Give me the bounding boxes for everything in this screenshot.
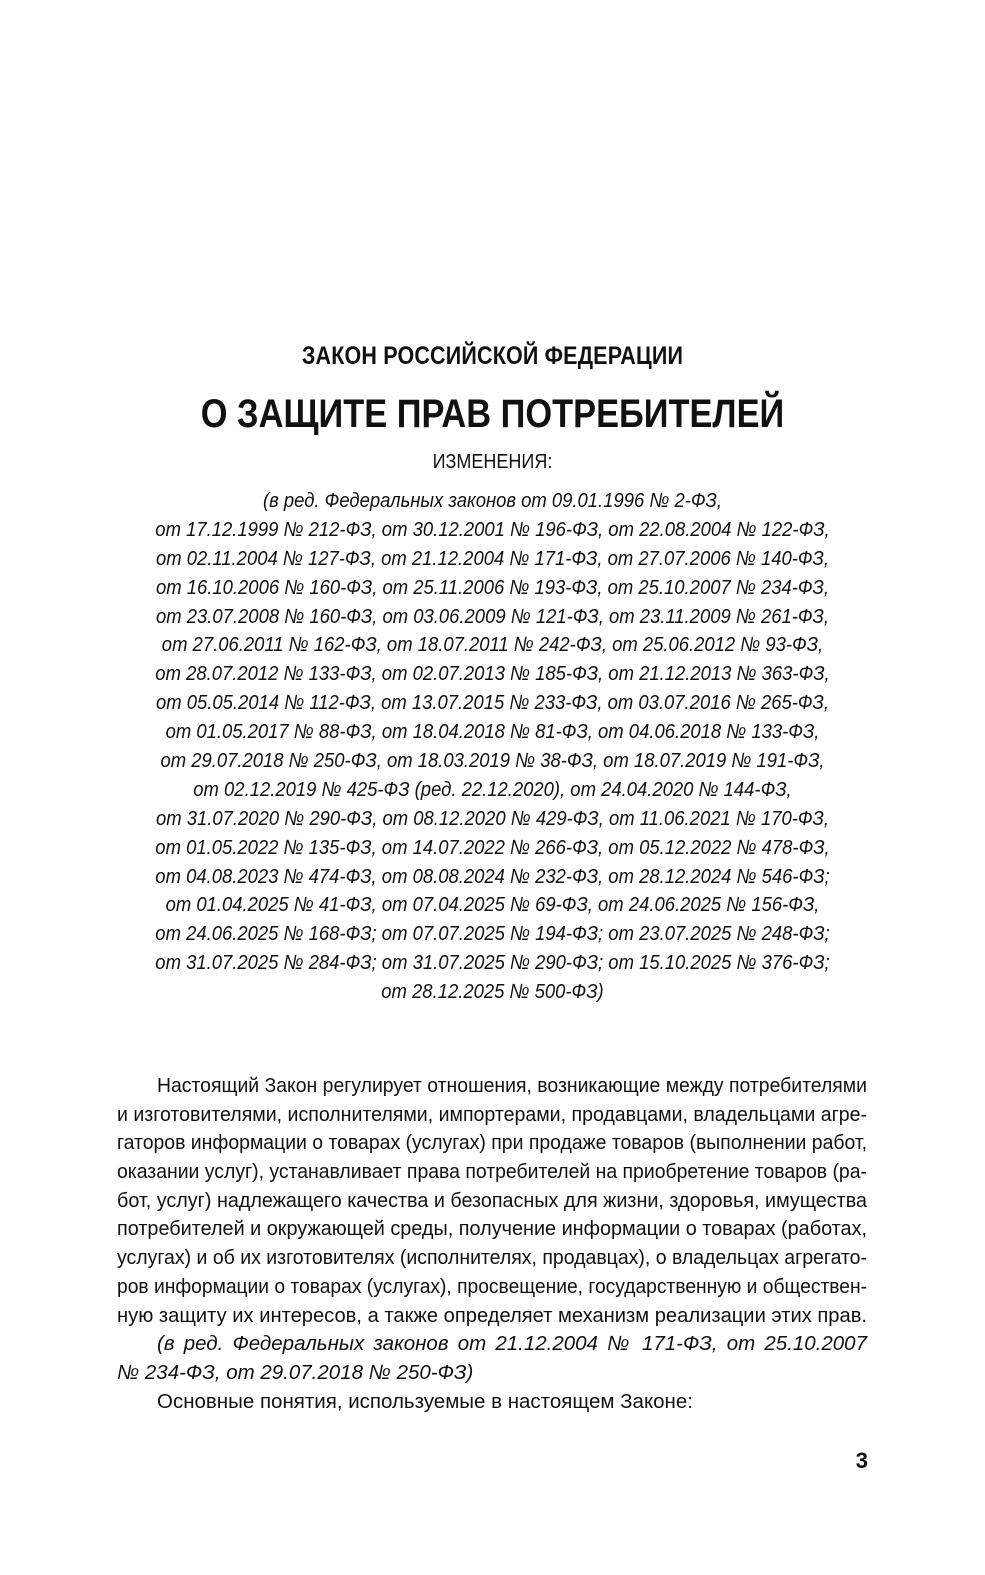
- amendment-line: от 31.07.2020 № 290-ФЗ, от 08.12.2020 № 429-ФЗ, от 11.06.2021 № 170-ФЗ,: [155, 806, 830, 830]
- amendment-line: от 02.11.2004 № 127-ФЗ, от 21.12.2004 № 171-ФЗ, от 27.07.2006 № 140-ФЗ,: [155, 546, 830, 570]
- paragraph-line: ров информации о товарах (услугах), просвещение, государственную и обществен-: [117, 1274, 867, 1298]
- amendment-line: от 02.12.2019 № 425-ФЗ (ред. 22.12.2020), от 24.04.2020 № 144-ФЗ,: [193, 777, 792, 801]
- amendment-line: от 31.07.2025 № 284-ФЗ; от 31.07.2025 № 290-ФЗ; от 15.10.2025 № 376-ФЗ;: [155, 951, 830, 975]
- paragraph-line: и изготовителями, исполнителями, импортерами, продавцами, владельцами агре-: [117, 1102, 867, 1126]
- amendment-line: от 01.04.2025 № 41-ФЗ, от 07.04.2025 № 69-ФЗ, от 24.06.2025 № 156-ФЗ,: [165, 893, 820, 917]
- amendment-line: от 04.08.2023 № 474-ФЗ, от 08.08.2024 № 232-ФЗ, от 28.12.2024 № 546-ФЗ;: [155, 864, 830, 888]
- amendment-note-line: № 234-ФЗ, от 29.07.2018 № 250-ФЗ): [117, 1360, 474, 1384]
- amendment-line: от 16.10.2006 № 160-ФЗ, от 25.11.2006 № 193-ФЗ, от 25.10.2007 № 234-ФЗ,: [155, 575, 830, 599]
- amendment-line: от 28.12.2025 № 500-ФЗ): [381, 980, 604, 1004]
- amendment-line: от 24.06.2025 № 168-ФЗ; от 07.07.2025 № 194-ФЗ; от 23.07.2025 № 248-ФЗ;: [155, 922, 830, 946]
- law-title: О ЗАЩИТЕ ПРАВ ПОТРЕБИТЕЛЕЙ: [200, 392, 785, 436]
- paragraph-line: бот, услуг) надлежащего качества и безопасных для жизни, здоровья, имущества: [117, 1188, 867, 1212]
- amendment-line: от 01.05.2017 № 88-ФЗ, от 18.04.2018 № 81-ФЗ, от 04.06.2018 № 133-ФЗ,: [165, 720, 820, 744]
- amendment-line: от 27.06.2011 № 162-ФЗ, от 18.07.2011 № 242-ФЗ, от 25.06.2012 № 93-ФЗ,: [161, 633, 824, 657]
- paragraph-line: Основные понятия, используемые в настоящем Законе:: [157, 1389, 693, 1413]
- amendment-line: (в ред. Федеральных законов от 09.01.1996 № 2-ФЗ,: [263, 489, 722, 512]
- page-number: 3: [855, 1448, 868, 1473]
- amendment-line: от 01.05.2022 № 135-ФЗ, от 14.07.2022 № 266-ФЗ, от 05.12.2022 № 478-ФЗ,: [155, 835, 830, 859]
- paragraph-line: гаторов информации о товарах (услугах) при продаже товаров (выполнении работ,: [117, 1131, 867, 1155]
- amendments-list: [0, 487, 985, 1007]
- amendment-line: от 29.07.2018 № 250-ФЗ, от 18.03.2019 № 38-ФЗ, от 18.07.2019 № 191-ФЗ,: [160, 749, 825, 773]
- amendment-line: от 05.05.2014 № 112-ФЗ, от 13.07.2015 № 233-ФЗ, от 03.07.2016 № 265-ФЗ,: [155, 691, 830, 715]
- amendment-note-line: (в ред. Федеральных законов от 21.12.2004 № 171-ФЗ, от 25.10.2007: [157, 1332, 867, 1356]
- paragraph-line: оказании услуг), устанавливает права потребителей на приобретение товаров (ра-: [117, 1160, 867, 1184]
- amendment-line: от 23.07.2008 № 160-ФЗ, от 03.06.2009 № 121-ФЗ, от 23.11.2009 № 261-ФЗ,: [155, 604, 830, 628]
- amendment-line: от 17.12.1999 № 212-ФЗ, от 30.12.2001 № 196-ФЗ, от 22.08.2004 № 122-ФЗ,: [155, 517, 830, 541]
- law-type-heading: ЗАКОН РОССИЙСКОЙ ФЕДЕРАЦИИ: [301, 342, 684, 370]
- amendment-line: от 28.07.2012 № 133-ФЗ, от 02.07.2013 № 185-ФЗ, от 21.12.2013 № 363-ФЗ,: [155, 662, 830, 686]
- paragraph-line: Настоящий Закон регулирует отношения, возникающие между потребителями: [156, 1074, 867, 1097]
- changes-label: ИЗМЕНЕНИЯ:: [432, 451, 553, 473]
- paragraph-line: потребителей и окружающей среды, получение информации о товарах (работах,: [117, 1217, 867, 1241]
- paragraph-line: услугах) и об их изготовителях (исполнителях, продавцах), о владельцах агрегато-: [117, 1246, 867, 1270]
- body-text: [117, 1072, 867, 1416]
- paragraph-line: ную защиту их интересов, а также определяет механизм реализации этих прав.: [117, 1303, 867, 1327]
